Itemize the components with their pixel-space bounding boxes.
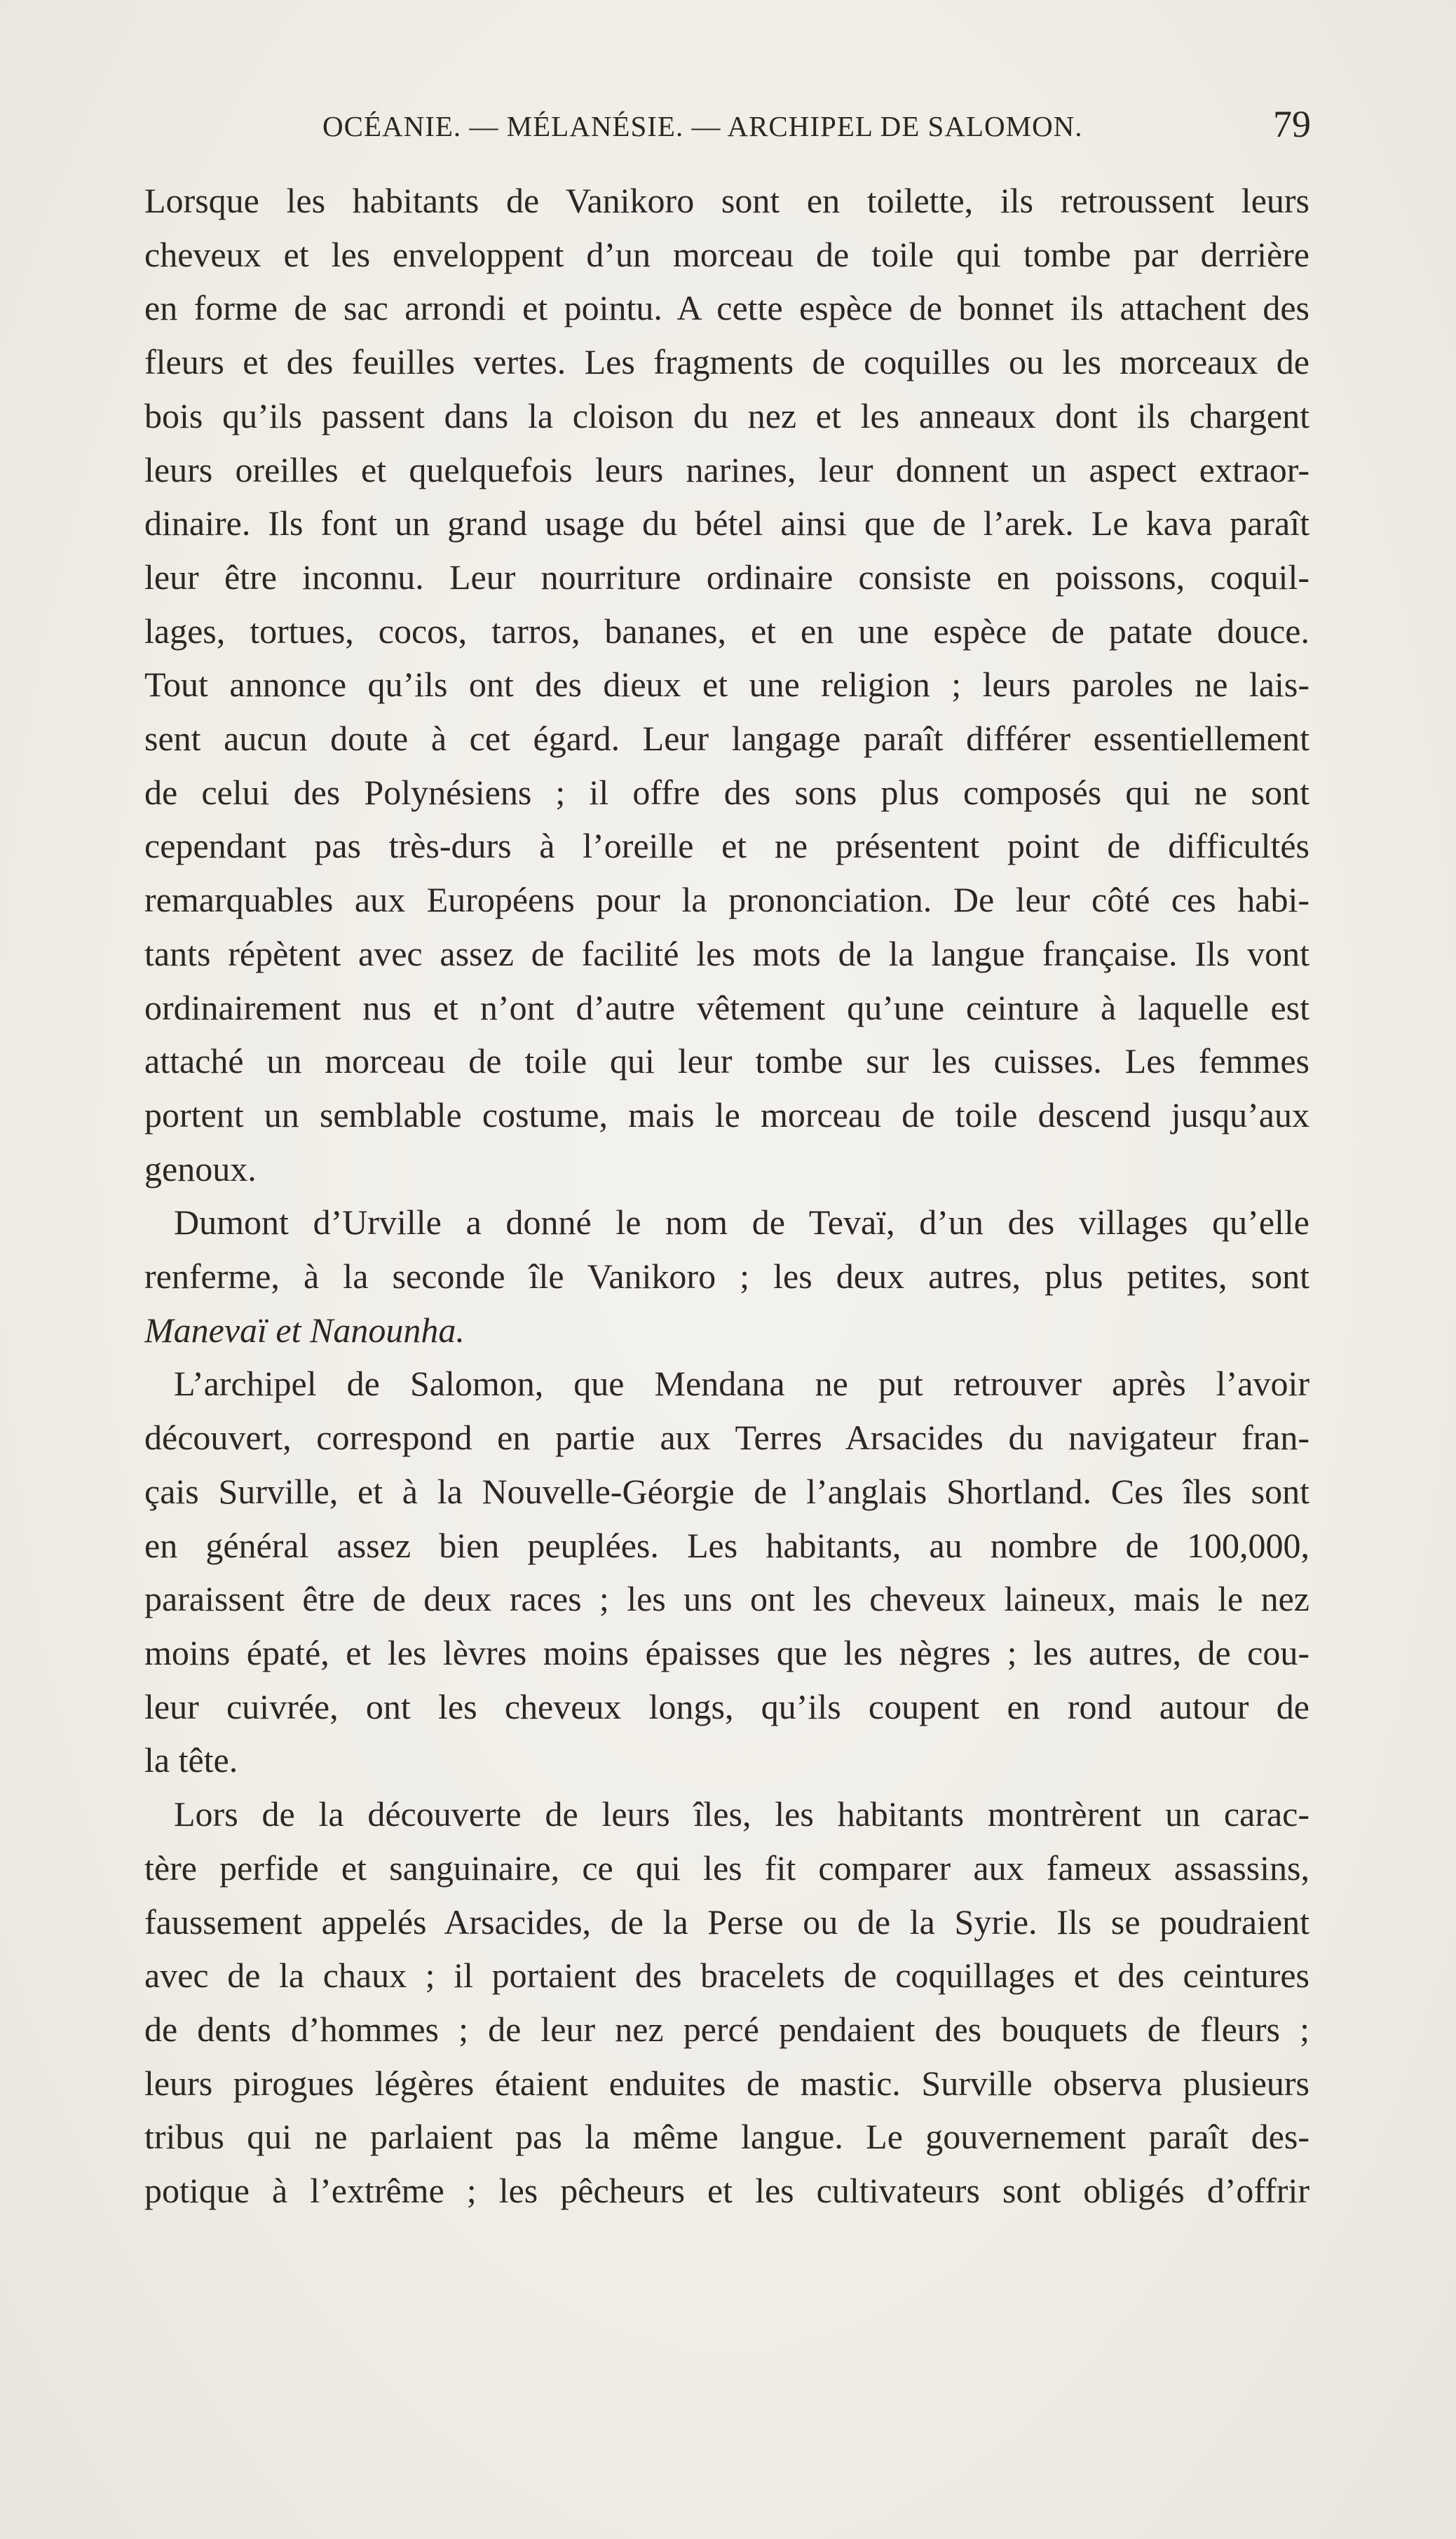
text-line: Lors de la découverte de leurs îles, les habitants montrèrent un carac- [174, 1794, 1309, 1834]
text-line: Manevaï et Nanounha. [144, 1310, 465, 1350]
text-line: genoux. [144, 1149, 257, 1189]
text-line: L’archipel de Salomon, que Mendana ne put retrouver après l’avoir [174, 1364, 1309, 1404]
text-line: avec de la chaux ; il portaient des bracelets de coquillages et des ceintures [144, 1956, 1309, 1996]
text-line: cependant pas très-durs à l’oreille et ne présentent point de difficultés [144, 826, 1309, 866]
text-line: paraissent être de deux races ; les uns ont les cheveux laineux, mais le nez [144, 1579, 1309, 1619]
text-line: de dents d’hommes ; de leur nez percé pendaient des bouquets de fleurs ; [144, 2009, 1309, 2049]
text-line: moins épaté, et les lèvres moins épaisses que les nègres ; les autres, de cou- [144, 1632, 1309, 1672]
text-line: tribus qui ne parlaient pas la même langue. Le gouvernement paraît des- [144, 2117, 1309, 2157]
page-number: 79 [1273, 103, 1311, 145]
running-title: OCÉANIE. — MÉLANÉSIE. — ARCHIPEL DE SALOMON. [322, 110, 1083, 142]
text-line: tère perfide et sanguinaire, ce qui les fit comparer aux fameux assassins, [144, 1848, 1309, 1888]
text-line: tants répètent avec assez de facilité les mots de la langue française. Ils vont [144, 933, 1309, 973]
paragraph-1 [144, 174, 1309, 1196]
text-line: de celui des Polynésiens ; il offre des sons plus composés qui ne sont [144, 772, 1309, 812]
text-line: potique à l’extrême ; les pêcheurs et les cultivateurs sont obligés d’offrir [144, 2171, 1309, 2211]
text-line: Lorsque les habitants de Vanikoro sont en toilette, ils retroussent leurs [144, 181, 1309, 220]
text-line: lages, tortues, cocos, tarros, bananes, et en une espèce de patate douce. [144, 611, 1309, 651]
paragraph-4 [144, 1787, 1309, 2218]
text-line: leur être inconnu. Leur nourriture ordinaire consiste en poissons, coquil- [144, 557, 1309, 597]
text-line: Dumont d’Urville a donné le nom de Tevaï, d’un des villages qu’elle [174, 1203, 1309, 1243]
text-line: Tout annonce qu’ils ont des dieux et une religion ; leurs paroles ne lais- [144, 665, 1309, 705]
text-line: leurs pirogues légères étaient enduites de mastic. Surville observa plusieurs [144, 2063, 1309, 2103]
text-line: ordinairement nus et n’ont d’autre vêtement qu’une ceinture à laquelle est [144, 987, 1309, 1027]
text-line: la tête. [144, 1740, 238, 1780]
paragraph-3 [144, 1357, 1309, 1787]
text-line: leur cuivrée, ont les cheveux longs, qu’ils coupent en rond autour de [144, 1686, 1309, 1726]
text-line: dinaire. Ils font un grand usage du bétel ainsi que de l’arek. Le kava paraît [144, 503, 1309, 543]
text-line: portent un semblable costume, mais le morceau de toile descend jusqu’aux [144, 1095, 1309, 1135]
text-line: cheveux et les enveloppent d’un morceau de toile qui tombe par derrière [144, 234, 1309, 274]
paragraph-2 [144, 1196, 1309, 1357]
text-line: en forme de sac arrondi et pointu. A cette espèce de bonnet ils attachent des [144, 288, 1309, 328]
text-line: découvert, correspond en partie aux Terres Arsacides du navigateur fran- [144, 1418, 1309, 1458]
text-line: çais Surville, et à la Nouvelle-Géorgie de l’anglais Shortland. Ces îles sont [144, 1471, 1309, 1511]
text-line: attaché un morceau de toile qui leur tombe sur les cuisses. Les femmes [144, 1041, 1309, 1081]
text-line: bois qu’ils passent dans la cloison du nez et les anneaux dont ils chargent [144, 395, 1309, 435]
text-line: leurs oreilles et quelquefois leurs narines, leur donnent un aspect extraor- [144, 449, 1309, 489]
text-line: sent aucun doute à cet égard. Leur langage paraît différer essentiellement [144, 719, 1309, 759]
text-line: fleurs et des feuilles vertes. Les fragments de coquilles ou les morceaux de [144, 342, 1309, 382]
text-line: faussement appelés Arsacides, de la Perse ou de la Syrie. Ils se poudraient [144, 1902, 1309, 1942]
text-line: en général assez bien peuplées. Les habitants, au nombre de 100,000, [144, 1525, 1309, 1565]
text-line: renferme, à la seconde île Vanikoro ; les deux autres, plus petites, sont [144, 1257, 1309, 1296]
running-head [168, 102, 1318, 165]
body-text [144, 174, 1309, 2218]
text-line: remarquables aux Européens pour la prononciation. De leur côté ces habi- [144, 880, 1309, 920]
